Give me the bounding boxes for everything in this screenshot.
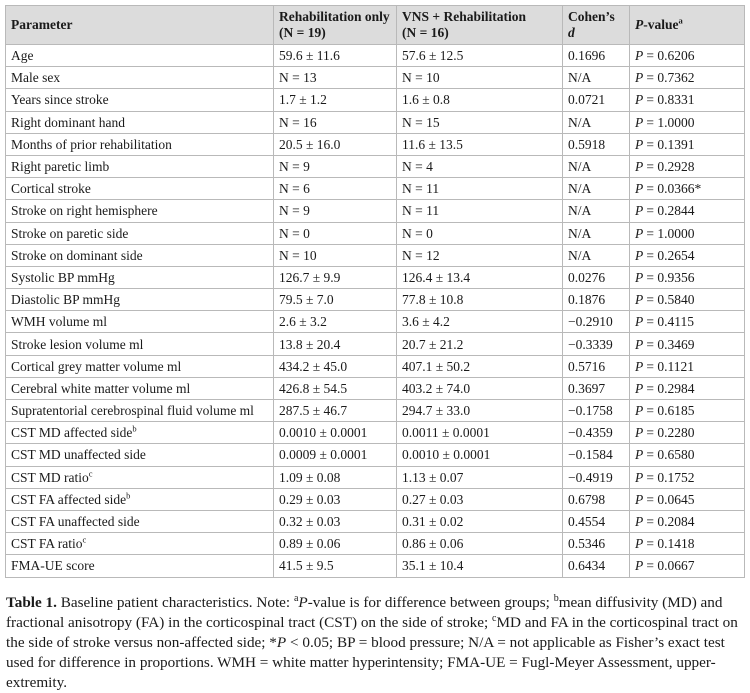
table-row — [6, 466, 745, 488]
p-value-letter: P — [635, 114, 647, 130]
caption-p-italic-1: P — [298, 594, 308, 611]
cell-cohens-d: 0.5918 — [563, 133, 630, 155]
parameter-footnote-mark: b — [126, 490, 131, 501]
cell-parameter — [6, 355, 274, 377]
table-row — [6, 289, 745, 311]
cell-cohens-d: −0.1584 — [563, 444, 630, 466]
p-value-number: = 0.0645 — [646, 491, 695, 507]
cell-parameter — [6, 333, 274, 355]
p-value-letter: P — [635, 92, 647, 108]
cell-cohens-d: N/A — [563, 178, 630, 200]
cell-p-value — [630, 488, 745, 510]
p-value-number: = 0.2084 — [646, 514, 695, 530]
cell-cohens-d: 0.4554 — [563, 510, 630, 532]
cell-cohens-d: N/A — [563, 67, 630, 89]
parameter-label: Cortical grey matter volume ml — [11, 358, 182, 374]
caption-footnote-c: c — [492, 612, 497, 624]
cell-parameter — [6, 311, 274, 333]
table-row — [6, 311, 745, 333]
parameter-label: Years since stroke — [11, 92, 109, 108]
p-value-letter: P — [635, 358, 647, 374]
p-value-letter: P — [635, 380, 647, 396]
table-row — [6, 555, 745, 577]
p-value-letter: P — [635, 269, 647, 285]
parameter-label: Months of prior rehabilitation — [11, 136, 172, 152]
cell-vns-rehabilitation: 0.31 ± 0.02 — [397, 510, 563, 532]
cell-p-value — [630, 555, 745, 577]
p-value-number: = 0.2984 — [646, 380, 695, 396]
cell-parameter — [6, 555, 274, 577]
parameter-label: CST FA affected side — [11, 491, 127, 507]
p-value-number: = 0.0366* — [646, 181, 702, 197]
p-value-number: = 0.1418 — [646, 536, 695, 552]
p-value-letter: P — [635, 181, 647, 197]
parameter-label: Stroke on paretic side — [11, 225, 129, 241]
p-value-letter: P — [635, 336, 647, 352]
header-rehab-n: (N = 19) — [279, 25, 326, 40]
caption-text-3: mean diffusivity (MD) and fractional anisotropy (FA) in the corticospinal tract (CST) on the side of stroke; — [6, 594, 723, 631]
header-vns-rehabilitation — [397, 6, 563, 45]
cell-p-value — [630, 178, 745, 200]
cell-parameter — [6, 133, 274, 155]
header-cohens-prefix: Cohen’s — [568, 9, 615, 24]
table-row — [6, 133, 745, 155]
cell-vns-rehabilitation: 11.6 ± 13.5 — [397, 133, 563, 155]
table-row — [6, 45, 745, 67]
table-body — [6, 45, 745, 578]
cell-vns-rehabilitation: 3.6 ± 4.2 — [397, 311, 563, 333]
cell-vns-rehabilitation: N = 0 — [397, 222, 563, 244]
cell-vns-rehabilitation: N = 11 — [397, 200, 563, 222]
cell-parameter — [6, 510, 274, 532]
parameter-label: CST MD ratio — [11, 469, 89, 485]
header-vns-n: (N = 16) — [402, 25, 449, 40]
cell-cohens-d: N/A — [563, 155, 630, 177]
cell-rehabilitation-only: 13.8 ± 20.4 — [274, 333, 397, 355]
cell-rehabilitation-only: 79.5 ± 7.0 — [274, 289, 397, 311]
cell-rehabilitation-only: 41.5 ± 9.5 — [274, 555, 397, 577]
table-row — [6, 488, 745, 510]
cell-vns-rehabilitation: N = 12 — [397, 244, 563, 266]
p-value-number: = 0.6580 — [646, 447, 695, 463]
cell-rehabilitation-only: N = 10 — [274, 244, 397, 266]
parameter-label: Stroke on dominant side — [11, 247, 143, 263]
cell-rehabilitation-only: N = 0 — [274, 222, 397, 244]
cell-cohens-d: 0.1696 — [563, 45, 630, 67]
caption-text-4: MD and FA in the corticospinal tract on the side of stroke versus non-affected side; * — [6, 614, 738, 651]
caption-text-2: -value is for difference between groups; — [307, 594, 554, 611]
header-vns-label: VNS + Rehabilitation — [402, 9, 526, 24]
table-row — [6, 422, 745, 444]
caption-footnote-a: a — [293, 592, 299, 604]
cell-rehabilitation-only: 426.8 ± 54.5 — [274, 377, 397, 399]
cell-parameter — [6, 89, 274, 111]
p-value-number: = 0.5840 — [646, 292, 695, 308]
parameter-label: CST MD affected side — [11, 425, 133, 441]
cell-cohens-d: −0.1758 — [563, 400, 630, 422]
parameter-footnote-mark: c — [82, 534, 87, 545]
table-row — [6, 533, 745, 555]
table-row — [6, 333, 745, 355]
cell-p-value — [630, 355, 745, 377]
table-row — [6, 222, 745, 244]
cell-cohens-d: 0.3697 — [563, 377, 630, 399]
cell-parameter — [6, 266, 274, 288]
table-row — [6, 510, 745, 532]
table-row — [6, 444, 745, 466]
header-cohens-d-letter: d — [568, 25, 575, 40]
cell-p-value — [630, 510, 745, 532]
p-value-number: = 1.0000 — [646, 114, 695, 130]
cell-parameter — [6, 45, 274, 67]
cell-rehabilitation-only: 0.0009 ± 0.0001 — [274, 444, 397, 466]
cell-p-value — [630, 266, 745, 288]
p-value-number: = 0.1391 — [646, 136, 695, 152]
caption-text-5: < 0.05; BP = blood pressure; N/A = not applicable as Fisher’s exact test used for difference in proportions. WMH = white matter hyperintensity; FMA-UE = Fugl-Meyer Assessment, upper-extremity. — [6, 634, 725, 691]
parameter-label: Age — [11, 48, 34, 64]
p-value-letter: P — [635, 491, 647, 507]
table-row — [6, 244, 745, 266]
cell-vns-rehabilitation: 0.27 ± 0.03 — [397, 488, 563, 510]
cell-parameter — [6, 488, 274, 510]
cell-p-value — [630, 155, 745, 177]
cell-cohens-d: −0.3339 — [563, 333, 630, 355]
cell-vns-rehabilitation: 0.0011 ± 0.0001 — [397, 422, 563, 444]
parameter-label: Right dominant hand — [11, 114, 125, 130]
cell-rehabilitation-only: 0.0010 ± 0.0001 — [274, 422, 397, 444]
table-row — [6, 200, 745, 222]
p-value-letter: P — [635, 469, 647, 485]
parameter-label: Cerebral white matter volume ml — [11, 380, 191, 396]
p-value-number: = 0.9356 — [646, 269, 695, 285]
parameter-label: CST MD unaffected side — [11, 447, 146, 463]
p-value-letter: P — [635, 314, 647, 330]
p-value-number: = 0.3469 — [646, 336, 695, 352]
cell-rehabilitation-only: 434.2 ± 45.0 — [274, 355, 397, 377]
patient-characteristics-table — [5, 5, 745, 578]
cell-vns-rehabilitation: N = 15 — [397, 111, 563, 133]
cell-rehabilitation-only: 0.89 ± 0.06 — [274, 533, 397, 555]
p-value-number: = 0.0667 — [646, 558, 695, 574]
cell-cohens-d: −0.4359 — [563, 422, 630, 444]
cell-p-value — [630, 89, 745, 111]
cell-vns-rehabilitation: 407.1 ± 50.2 — [397, 355, 563, 377]
cell-rehabilitation-only: 1.09 ± 0.08 — [274, 466, 397, 488]
cell-rehabilitation-only: 1.7 ± 1.2 — [274, 89, 397, 111]
p-value-number: = 1.0000 — [646, 225, 695, 241]
cell-parameter — [6, 400, 274, 422]
p-value-letter: P — [635, 159, 647, 175]
cell-cohens-d: −0.2910 — [563, 311, 630, 333]
header-p-letter: P — [635, 17, 644, 32]
p-value-number: = 0.4115 — [646, 314, 695, 330]
cell-p-value — [630, 311, 745, 333]
parameter-footnote-mark: b — [132, 423, 137, 434]
parameter-label: Supratentorial cerebrospinal fluid volume ml — [11, 403, 254, 419]
table-row — [6, 67, 745, 89]
p-value-number: = 0.6185 — [646, 403, 695, 419]
cell-parameter — [6, 466, 274, 488]
p-value-letter: P — [635, 225, 647, 241]
cell-vns-rehabilitation: N = 11 — [397, 178, 563, 200]
parameter-label: WMH volume ml — [11, 314, 107, 330]
p-value-letter: P — [635, 292, 647, 308]
p-value-number: = 0.1121 — [646, 358, 695, 374]
cell-rehabilitation-only: 20.5 ± 16.0 — [274, 133, 397, 155]
p-value-number: = 0.2928 — [646, 159, 695, 175]
cell-rehabilitation-only: N = 9 — [274, 200, 397, 222]
p-value-number: = 0.6206 — [646, 48, 695, 64]
cell-cohens-d: 0.6798 — [563, 488, 630, 510]
parameter-label: CST FA ratio — [11, 536, 83, 552]
cell-p-value — [630, 289, 745, 311]
header-p-value — [630, 6, 745, 45]
cell-parameter — [6, 155, 274, 177]
p-value-letter: P — [635, 558, 647, 574]
cell-cohens-d: 0.1876 — [563, 289, 630, 311]
cell-parameter — [6, 111, 274, 133]
p-value-number: = 0.7362 — [646, 70, 695, 86]
header-cohens-d — [563, 6, 630, 45]
cell-p-value — [630, 111, 745, 133]
table-caption — [6, 593, 744, 693]
cell-vns-rehabilitation: N = 4 — [397, 155, 563, 177]
cell-rehabilitation-only: 2.6 ± 3.2 — [274, 311, 397, 333]
cell-parameter — [6, 67, 274, 89]
p-value-letter: P — [635, 514, 647, 530]
cell-parameter — [6, 422, 274, 444]
table-header-row — [6, 6, 745, 45]
cell-p-value — [630, 45, 745, 67]
cell-vns-rehabilitation: 126.4 ± 13.4 — [397, 266, 563, 288]
cell-vns-rehabilitation: 403.2 ± 74.0 — [397, 377, 563, 399]
caption-text-1: Baseline patient characteristics. Note: — [56, 594, 294, 611]
header-p-rest: -value — [643, 17, 679, 32]
cell-p-value — [630, 222, 745, 244]
p-value-number: = 0.2654 — [646, 247, 695, 263]
parameter-label: Right paretic limb — [11, 159, 110, 175]
header-parameter: Parameter — [6, 6, 274, 45]
header-rehab-label: Rehabilitation only — [279, 9, 390, 24]
p-value-number: = 0.8331 — [646, 92, 695, 108]
p-value-letter: P — [635, 136, 647, 152]
cell-parameter — [6, 289, 274, 311]
table-row — [6, 377, 745, 399]
p-value-number: = 0.1752 — [646, 469, 695, 485]
cell-p-value — [630, 422, 745, 444]
cell-parameter — [6, 178, 274, 200]
caption-label: Table 1. — [6, 594, 57, 611]
cell-p-value — [630, 377, 745, 399]
cell-vns-rehabilitation: 294.7 ± 33.0 — [397, 400, 563, 422]
table-row — [6, 266, 745, 288]
cell-cohens-d: 0.6434 — [563, 555, 630, 577]
parameter-label: CST FA unaffected side — [11, 514, 140, 530]
cell-vns-rehabilitation: 1.13 ± 0.07 — [397, 466, 563, 488]
parameter-label: Stroke on right hemisphere — [11, 203, 158, 219]
parameter-label: Diastolic BP mmHg — [11, 292, 121, 308]
cell-rehabilitation-only: N = 13 — [274, 67, 397, 89]
cell-cohens-d: N/A — [563, 200, 630, 222]
cell-cohens-d: N/A — [563, 244, 630, 266]
cell-rehabilitation-only: N = 16 — [274, 111, 397, 133]
header-p-footnote-mark: a — [678, 15, 683, 26]
table-row — [6, 89, 745, 111]
p-value-letter: P — [635, 70, 647, 86]
cell-rehabilitation-only: 0.32 ± 0.03 — [274, 510, 397, 532]
cell-p-value — [630, 244, 745, 266]
caption-p-italic-2: P — [276, 634, 287, 651]
p-value-letter: P — [635, 536, 647, 552]
cell-cohens-d: 0.0276 — [563, 266, 630, 288]
cell-vns-rehabilitation: 20.7 ± 21.2 — [397, 333, 563, 355]
cell-cohens-d: 0.0721 — [563, 89, 630, 111]
parameter-label: Male sex — [11, 70, 61, 86]
p-value-letter: P — [635, 447, 647, 463]
p-value-letter: P — [635, 247, 647, 263]
cell-vns-rehabilitation: 0.0010 ± 0.0001 — [397, 444, 563, 466]
parameter-footnote-mark: c — [88, 468, 93, 479]
parameter-label: Stroke lesion volume ml — [11, 336, 144, 352]
cell-parameter — [6, 377, 274, 399]
cell-rehabilitation-only: 287.5 ± 46.7 — [274, 400, 397, 422]
cell-p-value — [630, 533, 745, 555]
table-row — [6, 155, 745, 177]
p-value-letter: P — [635, 203, 647, 219]
cell-cohens-d: 0.5346 — [563, 533, 630, 555]
table-row — [6, 400, 745, 422]
cell-vns-rehabilitation: 0.86 ± 0.06 — [397, 533, 563, 555]
cell-vns-rehabilitation: 57.6 ± 12.5 — [397, 45, 563, 67]
cell-rehabilitation-only: N = 6 — [274, 178, 397, 200]
parameter-label: Cortical stroke — [11, 181, 91, 197]
p-value-number: = 0.2280 — [646, 425, 695, 441]
cell-vns-rehabilitation: 1.6 ± 0.8 — [397, 89, 563, 111]
table-row — [6, 111, 745, 133]
cell-vns-rehabilitation: 35.1 ± 10.4 — [397, 555, 563, 577]
caption-footnote-b: b — [553, 592, 559, 604]
cell-rehabilitation-only: 126.7 ± 9.9 — [274, 266, 397, 288]
cell-p-value — [630, 444, 745, 466]
table-row — [6, 178, 745, 200]
cell-p-value — [630, 67, 745, 89]
cell-cohens-d: N/A — [563, 222, 630, 244]
p-value-letter: P — [635, 403, 647, 419]
parameter-label: FMA-UE score — [11, 558, 95, 574]
cell-parameter — [6, 244, 274, 266]
cell-p-value — [630, 466, 745, 488]
cell-rehabilitation-only: 0.29 ± 0.03 — [274, 488, 397, 510]
cell-p-value — [630, 333, 745, 355]
header-rehabilitation-only — [274, 6, 397, 45]
cell-parameter — [6, 533, 274, 555]
cell-rehabilitation-only: 59.6 ± 11.6 — [274, 45, 397, 67]
cell-cohens-d: 0.5716 — [563, 355, 630, 377]
cell-rehabilitation-only: N = 9 — [274, 155, 397, 177]
cell-p-value — [630, 400, 745, 422]
cell-parameter — [6, 444, 274, 466]
p-value-letter: P — [635, 48, 647, 64]
p-value-number: = 0.2844 — [646, 203, 695, 219]
cell-parameter — [6, 200, 274, 222]
parameter-label: Systolic BP mmHg — [11, 269, 115, 285]
cell-parameter — [6, 222, 274, 244]
table-row — [6, 355, 745, 377]
cell-vns-rehabilitation: N = 10 — [397, 67, 563, 89]
cell-p-value — [630, 133, 745, 155]
cell-cohens-d: −0.4919 — [563, 466, 630, 488]
cell-cohens-d: N/A — [563, 111, 630, 133]
p-value-letter: P — [635, 425, 647, 441]
cell-p-value — [630, 200, 745, 222]
cell-vns-rehabilitation: 77.8 ± 10.8 — [397, 289, 563, 311]
